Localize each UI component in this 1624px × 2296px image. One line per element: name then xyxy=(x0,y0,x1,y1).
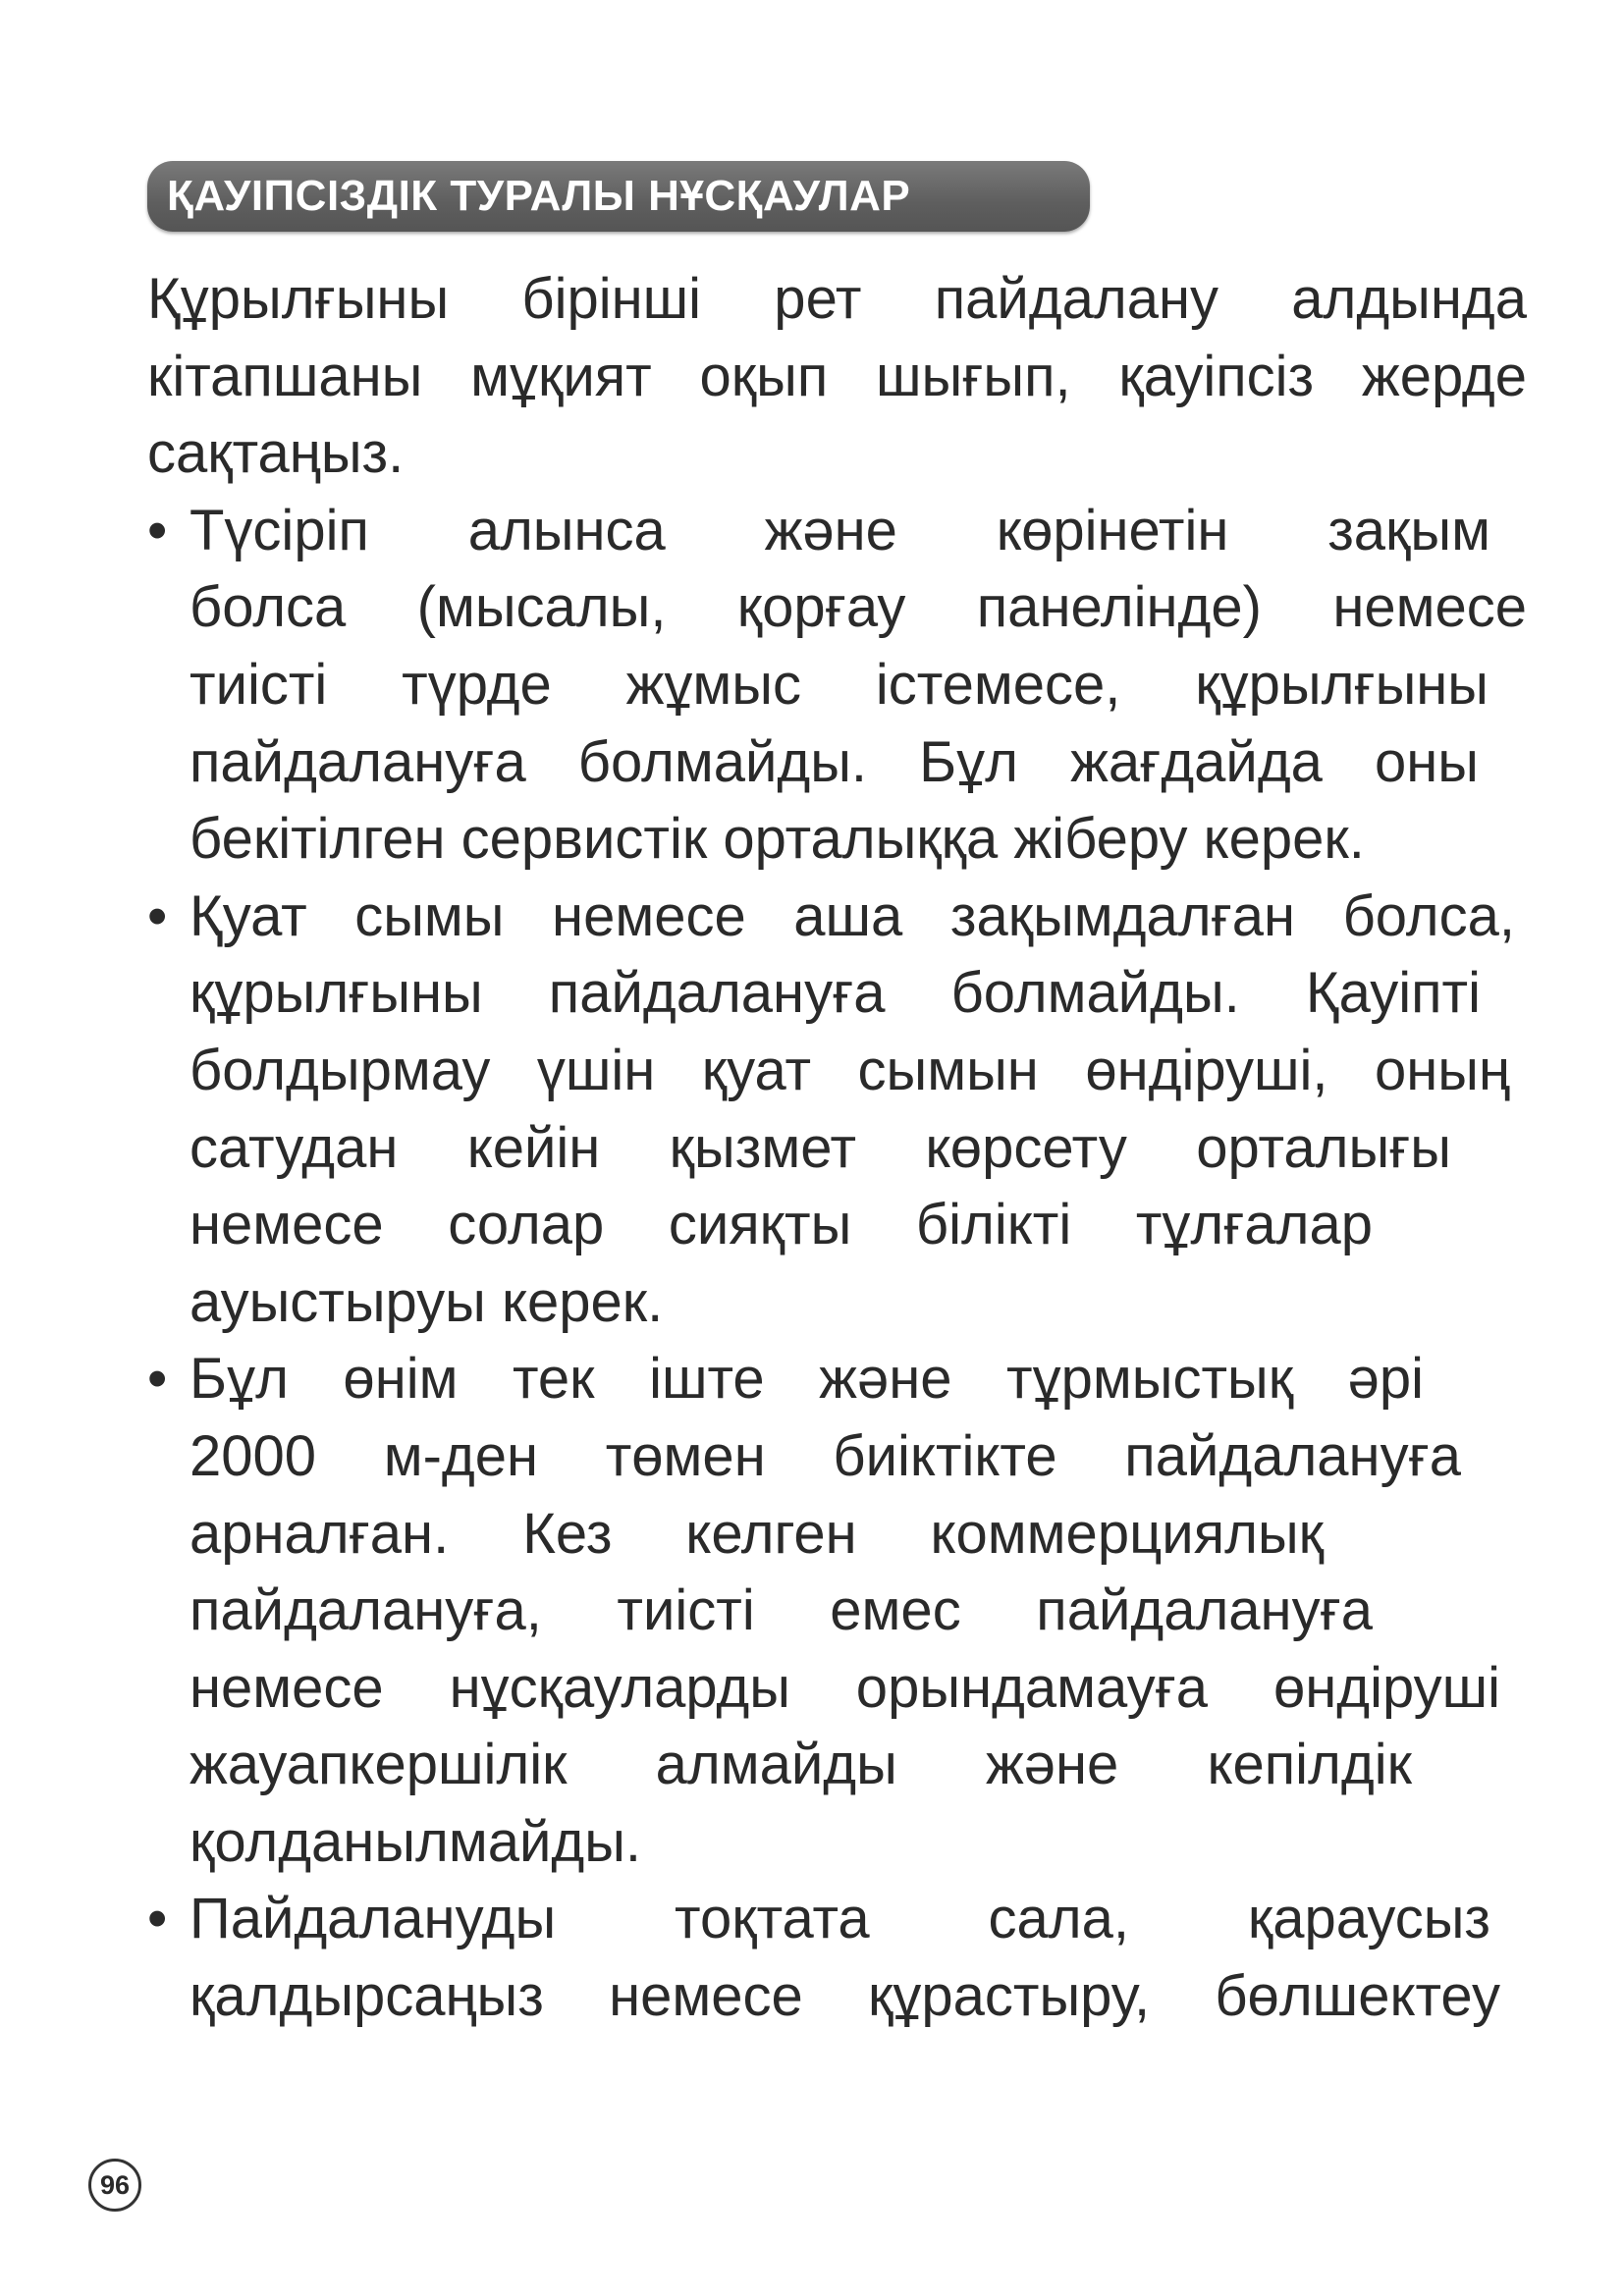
bullet-line: Қуат сымы немесе аша зақымдалған болса, xyxy=(189,883,1515,948)
page-number-badge xyxy=(88,2159,141,2212)
bullet-line: болса (мысалы, қорғау панелінде) немесе xyxy=(189,575,1527,640)
page-content xyxy=(147,261,1527,2036)
bullet-line: қолданылмайды. xyxy=(189,1809,642,1874)
bullet-line: немесе нұсқауларды орындамауға өндіруші xyxy=(189,1655,1500,1720)
bullet-line: бекітілген сервистік орталыққа жіберу керек. xyxy=(189,807,1365,872)
section-title: ҚАУІПСІЗДІК ТУРАЛЫ НҰСҚАУЛАР xyxy=(167,172,911,220)
intro-line: кітапшаны мұқият оқып шығып, қауіпсіз жерде xyxy=(147,344,1527,408)
bullet-line: пайдалануға, тиісті емес пайдалануға xyxy=(189,1578,1373,1643)
bullet-item-3 xyxy=(147,1341,1527,1881)
bullet-line: ауыстыруы керек. xyxy=(189,1269,664,1334)
bullet-line: арналған. Кез келген коммерциялық xyxy=(189,1501,1324,1566)
bullet-line: Бұл өнім тек іште және тұрмыстық әрі xyxy=(189,1347,1424,1412)
bullet-marker: • xyxy=(147,498,168,562)
bullet-line: немесе солар сияқты білікті тұлғалар xyxy=(189,1193,1373,1257)
section-header-banner xyxy=(147,161,1090,232)
bullet-line: тиісті түрде жұмыс істемесе, құрылғыны xyxy=(189,652,1489,717)
page-number: 96 xyxy=(99,2169,131,2200)
bullet-item-4 xyxy=(147,1881,1527,2035)
intro-line: Құрылғыны бірінші рет пайдалану алдында xyxy=(147,267,1527,331)
bullet-line: 2000 м-ден төмен биіктікте пайдалануға xyxy=(189,1423,1461,1488)
bullet-line: Түсіріп алынса және көрінетін зақым xyxy=(189,498,1490,562)
bullet-line: пайдалануға болмайды. Бұл жағдайда оны xyxy=(189,729,1479,794)
intro-paragraph xyxy=(147,261,1527,493)
bullet-line: қалдырсаңыз немесе құрастыру, бөлшектеу xyxy=(189,1964,1500,2029)
bullet-line: болдырмау үшін қуат сымын өндіруші, оның xyxy=(189,1038,1510,1102)
bullet-line: Пайдалануды тоқтата сала, қараусыз xyxy=(189,1887,1490,1951)
bullet-line: сатудан кейін қызмет көрсету орталығы xyxy=(189,1115,1451,1180)
intro-line: сақтаңыз. xyxy=(147,421,405,486)
bullet-line: құрылғыны пайдалануға болмайды. Қауіпті xyxy=(189,961,1481,1026)
bullet-marker: • xyxy=(147,883,168,948)
bullet-marker: • xyxy=(147,1347,168,1412)
bullet-marker: • xyxy=(147,1887,168,1951)
bullet-item-1 xyxy=(147,493,1527,879)
bullet-item-2 xyxy=(147,879,1527,1342)
bullet-line: жауапкершілік алмайды және кепілдік xyxy=(189,1733,1412,1797)
